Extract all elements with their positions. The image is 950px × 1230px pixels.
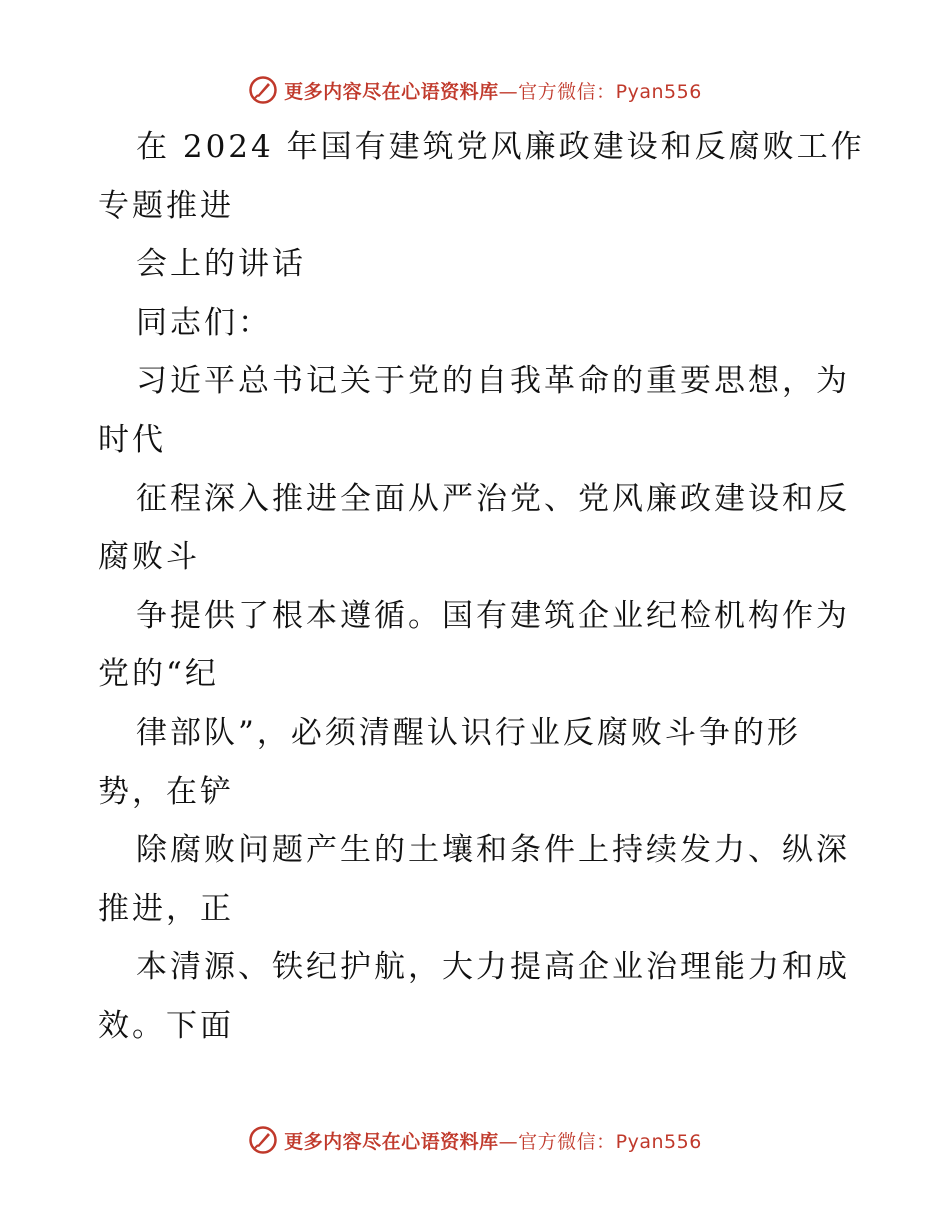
- header-dash: —: [498, 80, 519, 103]
- quill-circle-logo-icon: [248, 1125, 278, 1155]
- header-watermark-banner: [0, 72, 950, 108]
- footer-dash: —: [498, 1130, 519, 1153]
- text-line: 征程深入推进全面从严治党、党风廉政建设和反: [136, 480, 850, 517]
- footer-banner-text: [284, 1127, 702, 1154]
- header-site-name: 更多内容尽在心语资料库: [284, 80, 499, 103]
- text-line: 习近平总书记关于党的自我革命的重要思想，为: [136, 363, 850, 400]
- footer-watermark-banner: [0, 1122, 950, 1158]
- footer-site-name: 更多内容尽在心语资料库: [284, 1130, 499, 1153]
- footer-wechat: 官方微信：Pyan556: [518, 1130, 702, 1153]
- text-line: 腐败斗: [98, 539, 200, 576]
- header-banner-text: [284, 77, 702, 104]
- text-line: 效。下面: [98, 1007, 234, 1044]
- text-line: 势，在铲: [98, 773, 234, 810]
- text-line: 除腐败问题产生的土壤和条件上持续发力、纵深: [136, 832, 850, 869]
- text-line: 争提供了根本遵循。国有建筑企业纪检机构作为: [136, 597, 850, 634]
- text-line: 专题推进: [98, 187, 234, 224]
- quill-circle-logo-icon: [248, 75, 278, 105]
- text-line-title: 在 2024 年国有建筑党风廉政建设和反腐败工作: [136, 129, 865, 165]
- text-line: 会上的讲话: [136, 246, 306, 283]
- text-line-salutation: 同志们：: [136, 304, 272, 341]
- text-line: 律部队”，必须清醒认识行业反腐败斗争的形: [136, 714, 801, 751]
- text-line: 本清源、铁纪护航，大力提高企业治理能力和成: [136, 949, 850, 986]
- header-wechat: 官方微信：Pyan556: [518, 80, 702, 103]
- text-line: 推进，正: [98, 890, 234, 927]
- text-line: 时代: [98, 421, 166, 458]
- text-line: 党的“纪: [98, 656, 219, 693]
- document-body: [98, 118, 865, 1056]
